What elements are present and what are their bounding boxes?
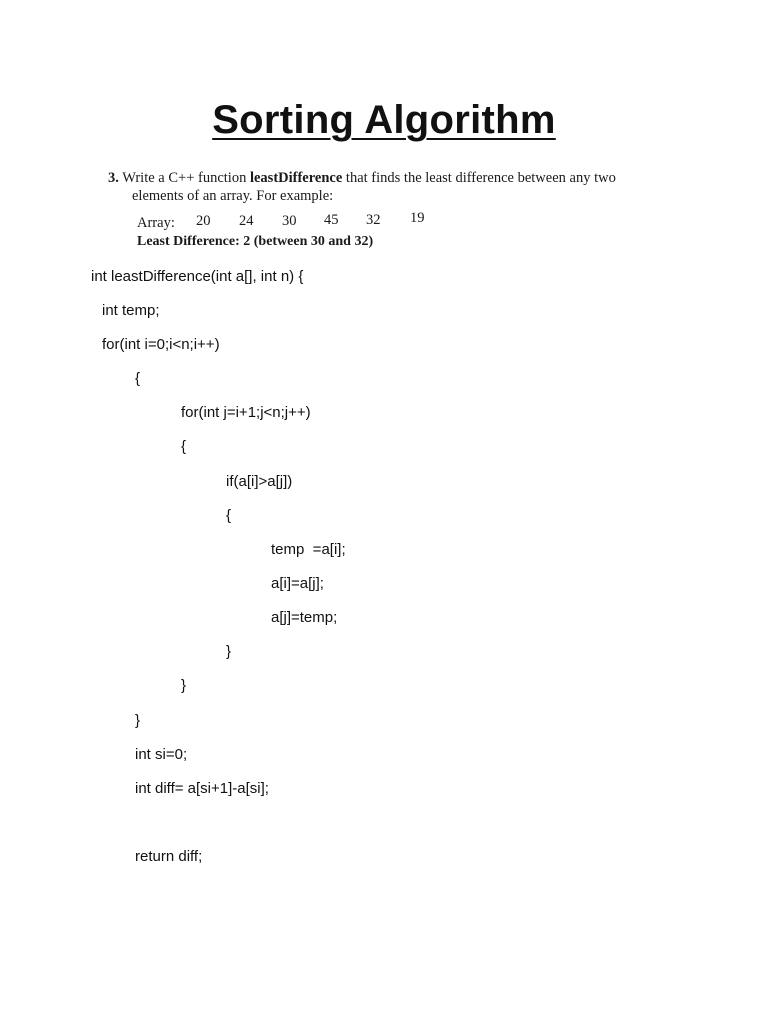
least-difference-line: Least Difference: 2 (between 30 and 32) bbox=[137, 234, 374, 249]
array-value: 30 bbox=[282, 213, 297, 229]
array-value: 24 bbox=[239, 213, 254, 229]
page-title: Sorting Algorithm bbox=[212, 98, 556, 142]
code-line: int leastDifference(int a[], int n) { bbox=[91, 268, 304, 285]
code-line: return diff; bbox=[135, 848, 203, 865]
code-line: } bbox=[226, 643, 232, 660]
code-line: } bbox=[181, 677, 187, 694]
function-name: leastDifference bbox=[249, 170, 343, 186]
code-line: for(int i=0;i<n;i++) bbox=[102, 336, 220, 353]
code-line: a[j]=temp; bbox=[271, 609, 338, 626]
code-line: a[i]=a[j]; bbox=[271, 575, 324, 592]
code-line: } bbox=[135, 712, 141, 729]
question-text-suffix: that finds the least difference between any two bbox=[342, 170, 616, 186]
array-label: Array: bbox=[137, 215, 175, 231]
code-line: { bbox=[181, 438, 187, 455]
code-line: int temp; bbox=[102, 302, 160, 319]
code-line: for(int j=i+1;j<n;j++) bbox=[181, 404, 311, 421]
code-line: { bbox=[226, 507, 232, 524]
code-line: temp =a[i]; bbox=[271, 541, 346, 558]
code-line: int si=0; bbox=[135, 746, 188, 763]
question-image bbox=[108, 168, 700, 256]
array-value: 45 bbox=[324, 212, 339, 228]
question-number: 3. bbox=[108, 170, 119, 186]
array-value: 32 bbox=[366, 212, 381, 228]
array-value: 19 bbox=[410, 210, 425, 226]
question-text-prefix: Write a C++ function bbox=[122, 170, 250, 186]
question-line-2: elements of an array. For example: bbox=[132, 188, 334, 204]
code-line: { bbox=[135, 370, 141, 387]
question-line-1 bbox=[108, 170, 616, 187]
array-value: 20 bbox=[196, 213, 211, 229]
code-line: if(a[i]>a[j]) bbox=[226, 473, 293, 490]
code-line: int diff= a[si+1]-a[si]; bbox=[135, 780, 269, 797]
